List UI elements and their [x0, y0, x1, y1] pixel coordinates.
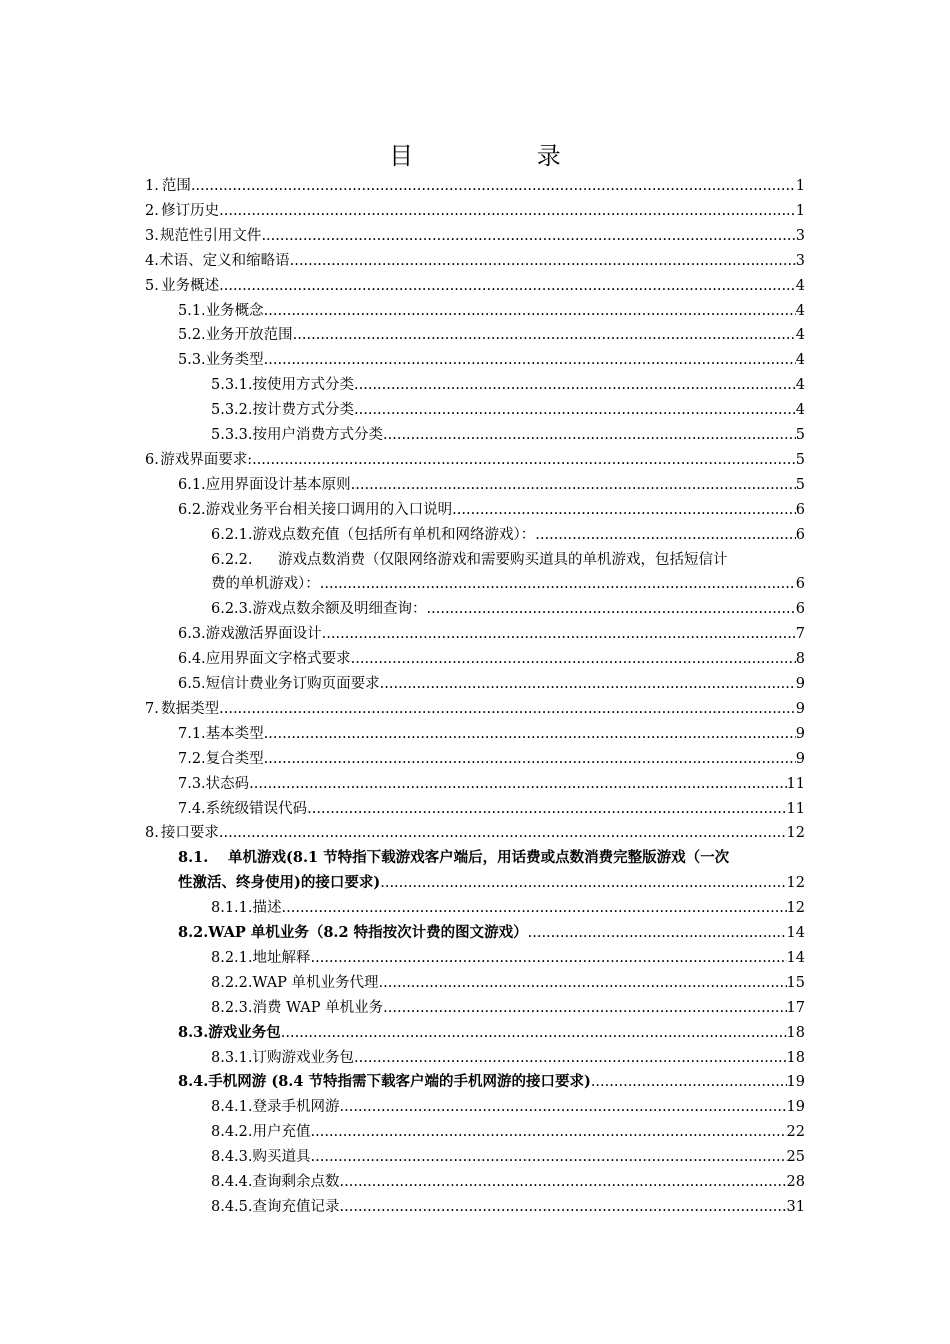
toc-entry-page: 12 [786, 900, 805, 917]
toc-entry-page: 1 [795, 178, 805, 194]
toc-entry[interactable] [211, 896, 805, 921]
toc-entry-title: 应用界面文字格式要求 [205, 651, 351, 668]
toc-entry-number: 7.3. [178, 775, 206, 792]
toc-entry-title-continued: 费的单机游戏）： [211, 576, 320, 593]
toc-entry-page: 9 [795, 725, 805, 742]
toc-entry[interactable] [211, 373, 805, 398]
toc-entry[interactable] [211, 572, 805, 597]
dot-leader [591, 1070, 787, 1095]
toc-entry-page: 5 [795, 476, 805, 493]
toc-entry-title: 按用户消费方式分类 [252, 427, 384, 443]
toc-entry-page: 19 [786, 1074, 805, 1091]
toc-entry-title: 消费 WAP 单机业务 [252, 999, 384, 1016]
dot-leader [311, 1145, 787, 1170]
toc-entry-page: 8 [795, 651, 805, 668]
toc-entry-number: 8.2.3. [211, 999, 253, 1016]
toc-entry-number: 5.3.1. [211, 377, 253, 394]
toc-entry-page: 9 [795, 750, 805, 767]
toc-entry-title: 单机游戏(8.1 节特指下载游戏客户端后，用话费或点数消费完整版游戏（一次 [228, 849, 730, 867]
toc-entry[interactable] [145, 224, 805, 249]
dot-leader [351, 647, 796, 672]
toc-entry-page: 12 [786, 875, 805, 892]
toc-entry-page: 18 [786, 1049, 805, 1066]
dot-leader [219, 274, 796, 299]
toc-entry-page: 1 [795, 202, 805, 219]
dot-leader [219, 199, 796, 224]
toc-entry-title: 业务开放范围 [205, 327, 293, 344]
toc-entry-page: 4 [795, 377, 805, 394]
dot-leader [219, 697, 796, 722]
toc-entry-number: 4. [145, 252, 159, 269]
toc-entry-title: 规范性引用文件 [159, 227, 262, 244]
toc-entry-number: 7.2. [178, 750, 206, 767]
toc-entry-title: 范围 [161, 178, 191, 194]
toc-entry-number: 6. [145, 451, 159, 468]
dot-leader [249, 772, 786, 797]
toc-entry-number: 8.4. [178, 1073, 209, 1091]
toc-entry[interactable] [178, 473, 805, 498]
toc-entry-title: 游戏点数余额及明细查询： [252, 601, 427, 618]
toc-entry[interactable] [178, 797, 805, 822]
toc-entry-number: 8.1.1. [211, 900, 253, 917]
toc-entry-page: 4 [795, 302, 805, 319]
dot-leader [379, 971, 787, 996]
toc-entry-first-line[interactable] [211, 548, 728, 573]
toc-entry-number: 8.2.2. [211, 974, 253, 991]
toc-entry[interactable] [178, 299, 805, 324]
toc-entry-title: WAP 单机业务代理 [252, 974, 379, 991]
dot-leader [264, 722, 796, 747]
toc-entry-title: 基本类型 [205, 725, 264, 742]
toc-entry-number: 7.1. [178, 725, 206, 742]
toc-entry-title: 游戏激活界面设计 [205, 626, 322, 643]
toc-entry[interactable] [145, 274, 805, 299]
dot-leader [311, 946, 787, 971]
toc-entry-page: 9 [795, 700, 805, 717]
toc-entry[interactable] [211, 423, 805, 448]
toc-entry[interactable] [211, 971, 805, 996]
toc-entry-number: 7. [145, 700, 159, 717]
dot-leader [340, 1195, 787, 1220]
toc-entry-page: 4 [795, 277, 805, 294]
toc-entry-number: 5.3.3. [211, 427, 253, 443]
toc-entry-title: 短信计费业务订购页面要求 [205, 676, 380, 692]
toc-entry[interactable] [145, 249, 805, 274]
toc-entry-number: 8.2. [178, 924, 209, 941]
toc-entry-number: 8.1. [178, 849, 209, 867]
toc-entry-page: 3 [795, 252, 805, 269]
dot-leader [380, 672, 796, 697]
toc-entry-number: 5.1. [178, 302, 206, 319]
toc-entry[interactable] [178, 647, 805, 672]
toc-entry-page: 9 [795, 676, 805, 692]
toc-entry-page: 14 [786, 925, 805, 941]
toc-entry-title: 用户充值 [252, 1124, 311, 1141]
dot-leader [261, 224, 795, 249]
dot-leader [452, 498, 796, 523]
toc-entry-number: 5. [145, 277, 159, 294]
toc-entry-page: 11 [786, 775, 805, 792]
toc-entry-title: 业务概念 [205, 302, 264, 319]
toc-entry-title: 应用界面设计基本原则 [205, 476, 351, 493]
toc-entry-title: WAP 单机业务（8.2 特指按次计费的图文游戏） [208, 924, 528, 941]
toc-entry-number: 8. [145, 825, 159, 842]
toc-entry[interactable] [178, 1021, 805, 1046]
toc-entry[interactable] [211, 946, 805, 971]
toc-entry[interactable] [178, 921, 805, 946]
dot-leader [354, 398, 796, 423]
dot-leader [340, 1095, 787, 1120]
dot-leader [264, 747, 796, 772]
toc-entry[interactable] [211, 1195, 805, 1220]
toc-entry-page: 5 [795, 427, 805, 443]
toc-entry-number: 6.2.3. [211, 601, 253, 618]
toc-entry-page: 3 [795, 227, 805, 244]
toc-entry-title: 购买道具 [252, 1149, 311, 1166]
dot-leader [354, 373, 796, 398]
toc-entry-page: 25 [786, 1149, 805, 1166]
toc-entry-title: 接口要求 [160, 825, 219, 842]
toc-entry-page: 4 [795, 327, 805, 344]
toc-entry-number: 6.2.1. [211, 526, 253, 543]
dot-leader [264, 348, 796, 373]
toc-entry-number: 8.4.1. [211, 1099, 253, 1116]
toc-entry[interactable] [145, 697, 805, 722]
toc-entry-number: 8.4.4. [211, 1174, 253, 1190]
toc-entry-page: 22 [786, 1124, 805, 1141]
toc-entry-page: 6 [795, 501, 805, 518]
toc-entry-page: 14 [786, 949, 805, 966]
toc-entry-page: 19 [786, 1099, 805, 1116]
dot-leader [320, 572, 796, 597]
toc-entry[interactable] [211, 1145, 805, 1170]
toc-entry-title: 游戏点数消费（仅限网络游戏和需要购买道具的单机游戏，包括短信计 [278, 551, 728, 568]
toc-entry-page: 31 [786, 1198, 805, 1215]
toc-entry[interactable] [178, 622, 805, 647]
dot-leader [535, 523, 796, 548]
toc-entry[interactable] [211, 1170, 805, 1195]
toc-entry[interactable] [211, 523, 805, 548]
toc-entry-number: 8.4.3. [211, 1149, 253, 1166]
toc-entry[interactable] [145, 821, 805, 846]
toc-entry[interactable] [178, 772, 805, 797]
toc-entry-title: 系统级错误代码 [205, 800, 308, 817]
toc-entry-title: 修订历史 [161, 202, 220, 219]
dot-leader [351, 473, 796, 498]
dot-leader [290, 249, 796, 274]
toc-entry[interactable] [178, 323, 805, 348]
toc-entry-number: 6.1. [178, 476, 206, 493]
toc-entry-title-continued: 性激活、终身使用)的接口要求) [178, 874, 381, 892]
toc-entry-title: 术语、定义和缩略语 [159, 252, 290, 269]
toc-entry[interactable] [145, 448, 805, 473]
dot-leader [354, 1046, 787, 1071]
toc-entry-number: 6.4. [178, 651, 206, 668]
toc-entry[interactable] [211, 1120, 805, 1145]
toc-entry-number: 8.3. [178, 1023, 209, 1041]
toc-entry-title: 按使用方式分类 [252, 377, 355, 394]
dot-leader [252, 448, 796, 473]
toc-entry-number: 1. [145, 178, 159, 194]
toc-entry-page: 5 [795, 451, 805, 468]
toc-entry[interactable] [211, 1095, 805, 1120]
toc-entry-page: 4 [795, 402, 805, 419]
toc-entry-number: 8.4.5. [211, 1198, 253, 1215]
toc-entry-page: 17 [786, 999, 805, 1016]
toc-entry-page: 28 [786, 1174, 805, 1190]
toc-entry-title: 状态码 [205, 775, 250, 792]
dot-leader [380, 871, 786, 896]
dot-leader [281, 1021, 787, 1046]
toc-entry-page: 6 [795, 601, 805, 618]
dot-leader [293, 323, 796, 348]
toc-entry-title: 数据类型 [161, 700, 220, 717]
toc-entry-title: 游戏点数充值（包括所有单机和网络游戏）： [252, 526, 536, 543]
dot-leader [340, 1170, 787, 1195]
toc-entry-page: 12 [786, 825, 805, 842]
toc-entry-title: 查询充值记录 [252, 1198, 340, 1215]
toc-entry-page: 7 [795, 626, 805, 643]
toc-entry[interactable] [178, 1070, 805, 1095]
toc-entry-number: 2. [145, 202, 159, 219]
toc-entry-number: 6.3. [178, 626, 206, 643]
toc-entry-page: 6 [795, 526, 805, 543]
toc-entry-title: 按计费方式分类 [252, 402, 355, 419]
toc-entry[interactable] [178, 747, 805, 772]
dot-leader [219, 821, 787, 846]
toc-entry-title: 复合类型 [205, 750, 264, 767]
toc-entry[interactable] [211, 398, 805, 423]
dot-leader [282, 896, 787, 921]
dot-leader [311, 1120, 787, 1145]
toc-entry-number: 5.3.2. [211, 402, 253, 419]
toc-entry[interactable] [178, 722, 805, 747]
toc-entry-number: 5.2. [178, 327, 206, 344]
toc-entry-number: 6.2. [178, 501, 206, 518]
toc-entry-page: 18 [786, 1024, 805, 1041]
toc-entry[interactable] [145, 199, 805, 224]
toc-entry[interactable] [178, 672, 805, 697]
toc-entry[interactable] [145, 174, 805, 199]
toc-entry-page: 6 [795, 576, 805, 593]
toc-entry[interactable] [211, 996, 805, 1021]
toc-entry-title: 游戏界面要求: [160, 451, 253, 468]
toc-entry-number: 8.2.1. [211, 949, 253, 966]
toc-entry-title: 地址解释 [252, 949, 311, 966]
dot-leader [322, 622, 796, 647]
toc-entry[interactable] [178, 871, 805, 896]
dot-leader [528, 921, 787, 946]
dot-leader [307, 797, 786, 822]
toc-entry-number: 8.3.1. [211, 1049, 253, 1066]
dot-leader [264, 299, 796, 324]
toc-entry-number: 3. [145, 227, 159, 244]
toc-entry-number: 7.4. [178, 800, 206, 817]
toc-entry-title: 描述 [252, 900, 282, 917]
dot-leader [383, 423, 796, 448]
toc-entry-page: 11 [786, 800, 805, 817]
toc-entry[interactable] [211, 597, 805, 622]
toc-entry-number: 6.5. [178, 676, 206, 692]
dot-leader [191, 174, 796, 199]
dot-leader [383, 996, 786, 1021]
toc-entry-page: 15 [786, 974, 805, 991]
dot-leader [427, 597, 796, 622]
toc-entry[interactable] [178, 498, 805, 523]
toc-entry[interactable] [211, 1046, 805, 1071]
toc-entry-title: 业务概述 [161, 277, 220, 294]
toc-entry[interactable] [178, 348, 805, 373]
toc-entry-title: 手机网游 (8.4 节特指需下载客户端的手机网游的接口要求) [208, 1073, 591, 1091]
toc-entry-title: 游戏业务平台相关接口调用的入口说明 [205, 501, 453, 518]
toc-entry-number: 5.3. [178, 352, 206, 369]
toc-entry-number: 6.2.2. [211, 551, 253, 568]
toc-entry-number: 8.4.2. [211, 1124, 253, 1141]
toc-entry-page: 4 [795, 352, 805, 369]
toc-entry-title: 查询剩余点数 [252, 1174, 340, 1190]
toc-entry-title: 游戏业务包 [208, 1023, 281, 1041]
toc-entry-title: 登录手机网游 [252, 1099, 340, 1116]
page-title: 目 录 [389, 142, 619, 170]
toc-entry-title: 业务类型 [205, 352, 264, 369]
toc-entry-first-line[interactable] [178, 846, 729, 871]
toc-entry-title: 订购游戏业务包 [252, 1049, 355, 1066]
